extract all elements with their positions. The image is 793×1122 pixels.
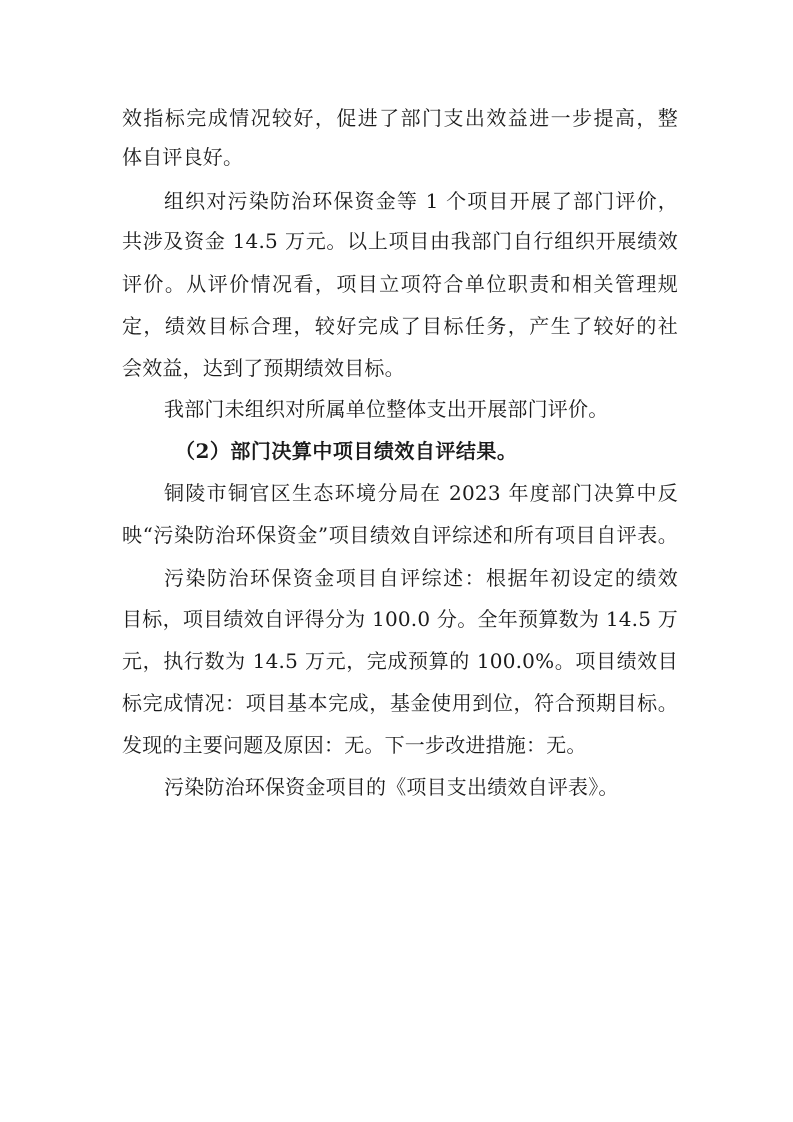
text-line: 映“污染防治环保资金”项目绩效自评综述和所有项目自评表。 — [122, 523, 678, 547]
text-line: 发现的主要问题及原因：无。下一步改进措施：无。 — [122, 733, 587, 757]
text-line: 共涉及资金 14.5 万元。以上项目由我部门自行组织开展绩效 — [122, 229, 678, 253]
text-line: 元，执行数为 14.5 万元，完成预算的 100.0%。项目绩效目 — [122, 649, 678, 673]
text-line: 评价。从评价情况看，项目立项符合单位职责和相关管理规 — [122, 272, 678, 296]
text-line: 标完成情况：项目基本完成，基金使用到位，符合预期目标。 — [122, 691, 678, 715]
section-heading: （2）部门决算中项目绩效自评结果。 — [175, 439, 518, 463]
text-line: 目标，项目绩效自评得分为 100.0 分。全年预算数为 14.5 万 — [122, 607, 678, 631]
text-line: 污染防治环保资金项目的《项目支出绩效自评表》。 — [164, 775, 619, 799]
text-line: 定，绩效目标合理，较好完成了目标任务，产生了较好的社 — [122, 314, 678, 338]
text-line: 铜陵市铜官区生态环境分局在 2023 年度部门决算中反 — [164, 481, 678, 505]
text-line: 体自评良好。 — [122, 145, 244, 169]
text-line: 效指标完成情况较好，促进了部门支出效益进一步提高，整 — [122, 106, 678, 130]
text-line: 我部门未组织对所属单位整体支出开展部门评价。 — [164, 397, 609, 421]
text-line: 会效益，达到了预期绩效目标。 — [122, 356, 405, 380]
text-line: 组织对污染防治环保资金等 1 个项目开展了部门评价， — [164, 189, 678, 213]
text-line: 污染防治环保资金项目自评综述：根据年初设定的绩效 — [164, 566, 678, 590]
